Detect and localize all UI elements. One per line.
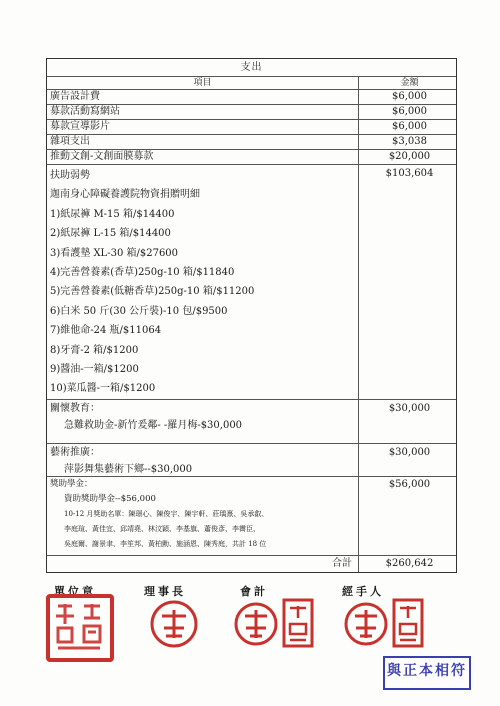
amount-cell: $20,000 <box>388 151 431 162</box>
education-detail <box>47 400 359 443</box>
item-cell: 募款活動寫網站 <box>47 105 359 119</box>
total-label: 合計 <box>47 556 359 572</box>
table-row <box>47 134 456 149</box>
scholarship-names: 吳庭爾、謝景聿、李笙邦、黃柏勳、施涵恩、陳秀庭，共計 18 位 <box>64 539 267 548</box>
table-title-row <box>47 59 456 76</box>
assist-heading: 扶助弱勢 <box>50 170 90 181</box>
arts-row <box>47 443 456 476</box>
accountant-round-seal <box>232 600 280 648</box>
certified-copy-stamp: 與正本相符 <box>383 656 471 690</box>
unit-seal-label: 單位章 <box>54 585 96 598</box>
total-amount: $260,642 <box>385 557 434 569</box>
amount-cell: $6,000 <box>392 121 427 132</box>
table-row <box>47 104 456 119</box>
col-amount-header: 金額 <box>400 78 419 88</box>
table-title: 支出 <box>240 62 263 73</box>
assist-line: 8)牙膏-2 箱/$1200 <box>50 344 139 356</box>
assist-line: 3)看護墊 XL-30 箱/$27600 <box>50 247 179 259</box>
arts-detail <box>47 444 359 476</box>
amount-cell: $6,000 <box>392 106 427 117</box>
item-cell: 募款宣導影片 <box>47 120 359 134</box>
assist-line: 2)紙尿褲 L-15 箱/$14400 <box>50 228 171 240</box>
arts-heading: 藝術推廣： <box>50 446 100 458</box>
arts-amount: $30,000 <box>388 446 431 458</box>
assist-line: 4)完善營養素(香草)250g-10 箱/$11840 <box>50 267 235 279</box>
assist-line: 5)完善營養素(低糖香草)250g-10 箱/$11200 <box>50 286 255 298</box>
amount-cell: $3,038 <box>392 136 427 147</box>
item-cell: 推動文創-文創面膜募款 <box>47 150 359 164</box>
handler-label: 經手人 <box>342 585 384 598</box>
handler-square-seal <box>392 598 424 648</box>
assist-sub: 迦南身心障礙養護院物資捐贈明細 <box>50 189 200 201</box>
scholarship-names: 10-12 月獎助名單：陳璟心、陳俊宇、陳宇軒、莊瑀熹、吳承叡、 <box>64 509 269 518</box>
header-row <box>47 76 456 89</box>
item-cell: 雜項支出 <box>47 135 359 149</box>
education-amount: $30,000 <box>388 402 431 414</box>
education-heading: 關懷教育： <box>50 402 100 414</box>
assist-detail <box>47 165 359 399</box>
assist-line: 7)維他命-24 瓶/$11064 <box>50 325 162 337</box>
scholarship-names: 李庭瑄、黃佳宜、邱靖堯、林汶穎、李基旗、蕭俊彥、李霽臣、 <box>64 524 260 533</box>
assist-line: 6)白米 50 斤(30 公斤裝)-10 包/$9500 <box>50 305 228 317</box>
table-row <box>47 119 456 134</box>
scholarship-heading: 獎助學金： <box>50 478 93 489</box>
assist-amount: $103,604 <box>385 168 434 179</box>
item-cell: 廣告設計費 <box>47 90 359 104</box>
scholarship-line: 資助獎助學金--$56,000 <box>64 493 156 504</box>
handler-round-seal <box>342 600 390 648</box>
col-item-header: 項目 <box>47 77 359 89</box>
assist-line: 9)醬油-一箱/$1200 <box>50 364 139 376</box>
assist-line: 10)菜瓜醬-一箱/$1200 <box>50 383 156 395</box>
accountant-label: 會計 <box>240 585 268 598</box>
expense-table <box>46 58 457 573</box>
amount-cell: $6,000 <box>392 91 427 102</box>
chairman-seal <box>148 598 200 650</box>
assist-line: 1)紙尿褲 M-15 箱/$14400 <box>50 208 175 220</box>
assist-row <box>47 164 456 399</box>
arts-line: 萍影舞集藝術下鄉--$30,000 <box>64 463 193 475</box>
accountant-square-seal <box>282 598 314 648</box>
scholarship-detail <box>47 477 359 555</box>
total-row <box>47 555 456 572</box>
chairman-label: 理事長 <box>144 585 186 598</box>
table-row <box>47 149 456 164</box>
education-row <box>47 399 456 443</box>
education-line: 急難救助金-新竹爰鄰- -羅月梅-$30,000 <box>64 419 243 431</box>
scholarship-row <box>47 476 456 555</box>
table-row <box>47 89 456 104</box>
scholarship-amount: $56,000 <box>388 478 431 490</box>
unit-seal-stamp <box>44 592 116 664</box>
